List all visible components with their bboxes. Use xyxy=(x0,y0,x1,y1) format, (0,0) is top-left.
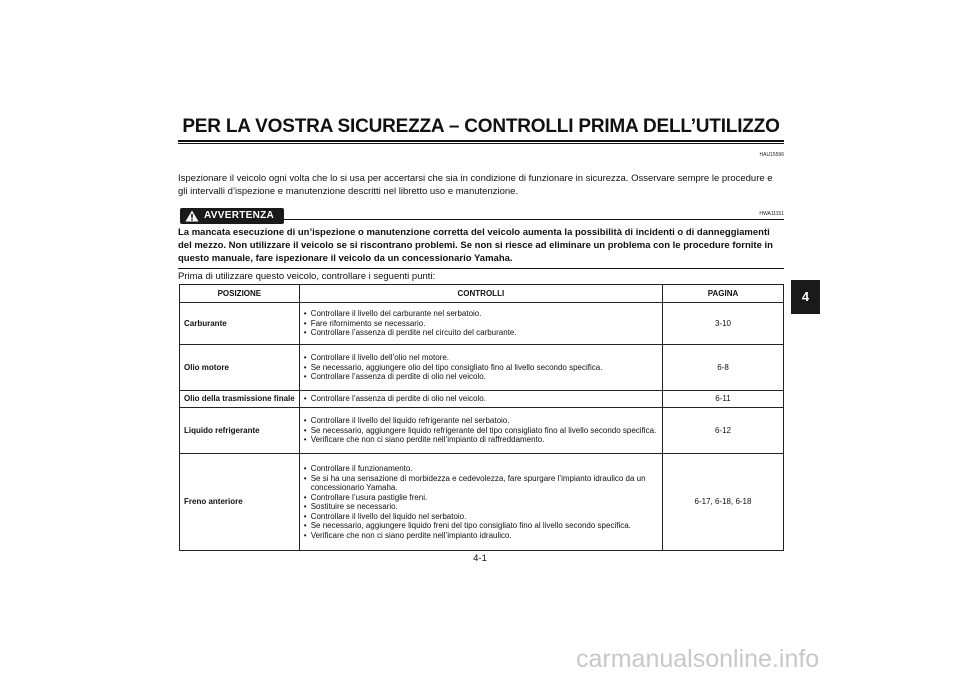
bullet-icon: • xyxy=(303,416,307,426)
check-item xyxy=(304,502,658,512)
table-row xyxy=(180,303,784,345)
check-text: Sostituire se necessario. xyxy=(310,502,398,511)
pre-operation-checklist-table xyxy=(179,284,784,551)
header-pagina: PAGINA xyxy=(663,285,784,303)
row-position: Carburante xyxy=(180,303,300,345)
check-text: Controllare l’usura pastiglie freni. xyxy=(310,492,428,502)
checklist-intro: Prima di utilizzare questo veicolo, controllare i seguenti punti: xyxy=(178,271,436,282)
warning-end-rule xyxy=(178,268,784,269)
bullet-icon: • xyxy=(303,394,307,404)
check-item xyxy=(304,328,658,338)
check-item xyxy=(304,464,658,474)
row-position: Olio della trasmissione finale xyxy=(180,391,300,408)
warning-label: AVVERTENZA xyxy=(204,210,275,221)
page-title: PER LA VOSTRA SICUREZZA – CONTROLLI PRIMA DELL’UTILIZZO xyxy=(182,116,780,137)
warning-text: La mancata esecuzione di un’ispezione o manutenzione corretta del veicolo aumenta la possibilità di incidenti o di danneggiamenti del mezzo. Non utilizzare il veicolo se si riscontrano problemi. Se non si riesce ad eliminare un problema con le procedure fornite in questo manuale, fare ispezionare il veicolo da un concessionario Yamaha. xyxy=(178,227,773,264)
check-text: Controllare l’assenza di perdite di olio nel veicolo. xyxy=(310,394,486,404)
check-text: Se necessario, aggiungere liquido refrigerante del tipo consigliato fino al livello secondo specifica. xyxy=(310,425,657,435)
check-item xyxy=(304,493,658,503)
intro-paragraph: Ispezionare il veicolo ogni volta che lo si usa per accertarsi che sia in condizione di funzionare in sicurezza. Osservare sempre le procedure e gli intervalli d’ispezione e manutenzione descritti nel libretto uso e manutenzione. xyxy=(178,173,773,197)
check-text: Se necessario, aggiungere olio del tipo consigliato fino al livello secondo specifica. xyxy=(310,362,603,372)
warning-badge xyxy=(180,208,284,224)
bullet-icon: • xyxy=(303,372,307,382)
warning-triangle-icon xyxy=(185,210,199,222)
check-item xyxy=(304,521,658,531)
row-page: 6-8 xyxy=(663,345,784,391)
warning-rule xyxy=(284,219,784,220)
row-page: 6-11 xyxy=(663,391,784,408)
row-checks xyxy=(299,454,662,551)
check-item xyxy=(304,531,658,541)
header-controlli: CONTROLLI xyxy=(299,285,662,303)
check-text: Controllare il funzionamento. xyxy=(310,464,413,473)
chapter-tab: 4 xyxy=(791,280,820,314)
row-position: Freno anteriore xyxy=(180,454,300,551)
check-item xyxy=(304,512,658,522)
section-code: HAU15596 xyxy=(759,152,784,158)
warning-code: HWA11151 xyxy=(759,211,784,217)
check-item xyxy=(304,474,658,493)
check-text: Fare rifornimento se necessario. xyxy=(310,318,426,328)
check-text: Controllare l’assenza di perdite di olio nel veicolo. xyxy=(310,372,486,382)
title-rule-thin xyxy=(178,143,784,144)
check-item xyxy=(304,435,658,445)
check-item xyxy=(304,353,658,363)
table-header-row xyxy=(180,285,784,303)
row-checks xyxy=(299,345,662,391)
row-checks xyxy=(299,391,662,408)
check-text: Verificare che non ci siano perdite nell’impianto di raffreddamento. xyxy=(310,435,545,445)
check-item xyxy=(304,394,658,404)
watermark: carmanualsonline.info xyxy=(576,645,820,673)
row-page: 6-12 xyxy=(663,408,784,454)
bullet-icon: • xyxy=(303,473,307,483)
check-text: Se necessario, aggiungere liquido freni del tipo consigliato fino al livello secondo specifica. xyxy=(310,521,631,530)
check-item xyxy=(304,363,658,373)
bullet-icon: • xyxy=(303,492,307,502)
bullet-icon: • xyxy=(303,425,307,435)
bullet-icon: • xyxy=(303,464,307,473)
check-item xyxy=(304,319,658,329)
bullet-icon: • xyxy=(303,362,307,372)
table-body xyxy=(180,303,784,551)
bullet-icon: • xyxy=(303,435,307,445)
check-item xyxy=(304,309,658,319)
check-text: Verificare che non ci siano perdite nell’impianto idraulico. xyxy=(310,530,512,540)
page-number: 4-1 xyxy=(473,553,487,564)
header-posizione: POSIZIONE xyxy=(180,285,300,303)
check-text: Controllare il livello del liquido refrigerante nel serbatoio. xyxy=(310,416,510,426)
check-item xyxy=(304,426,658,436)
bullet-icon: • xyxy=(303,309,307,319)
check-text: Se si ha una sensazione di morbidezza e cedevolezza, fare spurgare l’impianto idraulico da un concessionario Yamaha. xyxy=(310,473,646,492)
table-row xyxy=(180,408,784,454)
title-rule xyxy=(178,140,784,142)
row-position: Olio motore xyxy=(180,345,300,391)
check-text: Controllare il livello del liquido nel serbatoio. xyxy=(310,511,467,521)
check-text: Controllare il livello del carburante nel serbatoio. xyxy=(310,309,482,319)
row-checks xyxy=(299,303,662,345)
bullet-icon: • xyxy=(303,521,307,530)
row-checks xyxy=(299,408,662,454)
check-text: Controllare il livello dell’olio nel motore. xyxy=(310,353,449,363)
bullet-icon: • xyxy=(303,318,307,328)
bullet-icon: • xyxy=(303,530,307,540)
row-position: Liquido refrigerante xyxy=(180,408,300,454)
table-row xyxy=(180,345,784,391)
bullet-icon: • xyxy=(303,511,307,521)
bullet-icon: • xyxy=(303,328,307,338)
bullet-icon: • xyxy=(303,353,307,363)
row-page: 6-17, 6-18, 6-18 xyxy=(663,454,784,551)
table-row xyxy=(180,454,784,551)
check-item xyxy=(304,372,658,382)
table-row xyxy=(180,391,784,408)
check-item xyxy=(304,416,658,426)
bullet-icon: • xyxy=(303,502,307,511)
check-text: Controllare l’assenza di perdite nel circuito del carburante. xyxy=(310,328,517,338)
row-page: 3-10 xyxy=(663,303,784,345)
